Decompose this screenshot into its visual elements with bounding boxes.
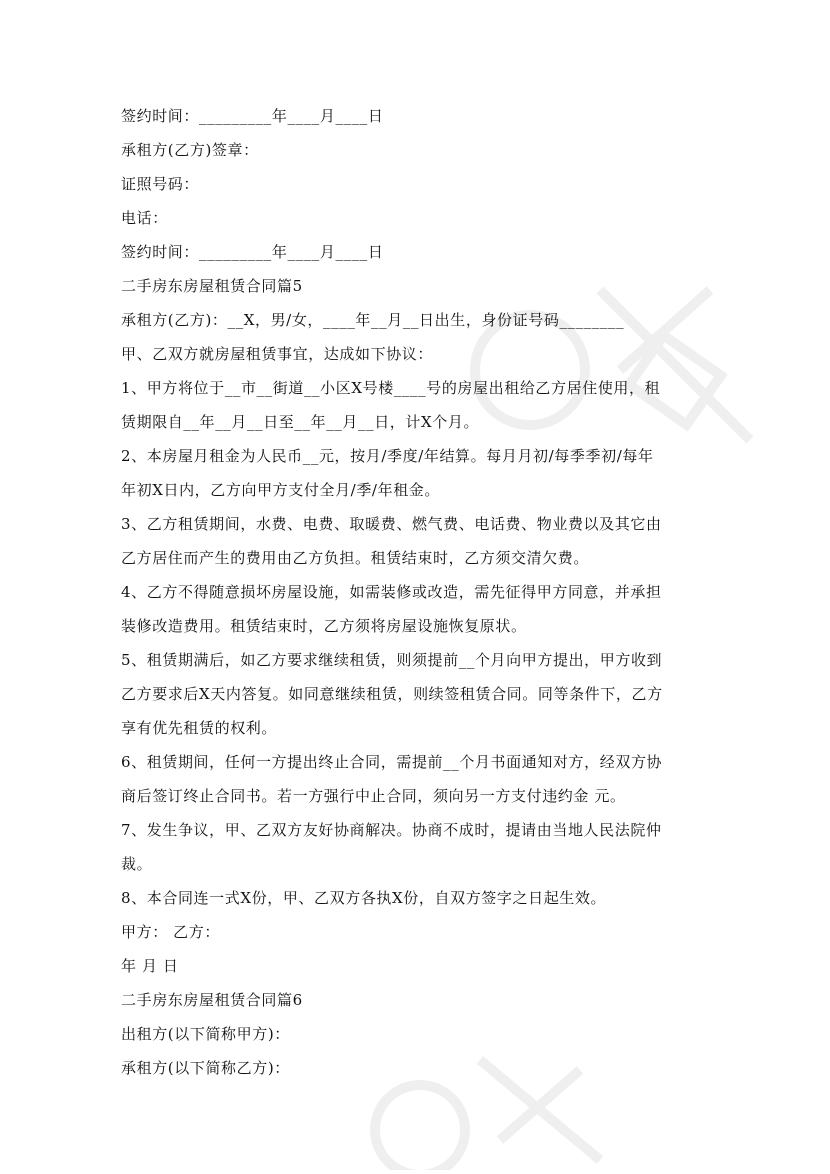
clause-line: 商后签订终止合同书。若一方强行中止合同，须向另一方支付违约金 元。 xyxy=(121,787,626,805)
text-line: 出租方(以下简称甲方)： xyxy=(121,1025,290,1043)
clause-1 xyxy=(121,376,711,434)
document-body xyxy=(121,104,711,1090)
clause-2 xyxy=(121,444,711,502)
clause-line: 7、发生争议，甲、乙双方友好协商解决。协商不成时，提请由当地人民法院仲 xyxy=(121,821,662,839)
clause-line: 裁。 xyxy=(121,855,153,873)
text-line: 甲、乙双方就房屋租赁事宜，达成如下协议： xyxy=(121,345,434,363)
text-line: 承租方(乙方)：__X，男/女，____年__月__日出生，身份证号码________ xyxy=(121,311,625,329)
clause-line: 年初X日内，乙方向甲方支付全月/季/年租金。 xyxy=(121,481,440,499)
text-line: 电话： xyxy=(121,209,168,227)
text-line: 证照号码： xyxy=(121,175,200,193)
clause-line: 5、租赁期满后，如乙方要求继续租赁，则须提前__个月向甲方提出，甲方收到 xyxy=(121,651,663,669)
clause-6 xyxy=(121,750,711,808)
text-line: 承租方(以下简称乙方)： xyxy=(121,1059,290,1077)
section-title: 二手房东房屋租赁合同篇5 xyxy=(121,277,303,295)
clause-7 xyxy=(121,818,711,876)
clause-line: 乙方要求后X天内答复。如同意继续租赁，则续签租赁合同。同等条件下，乙方 xyxy=(121,685,663,703)
clause-line: 2、本房屋月租金为人民币__元，按月/季度/年结算。每月月初/每季季初/每年 xyxy=(121,447,654,465)
clause-line: 6、租赁期间，任何一方提出终止合同，需提前__个月书面通知对方，经双方协 xyxy=(121,753,663,771)
signature-parties: 甲方： 乙方： xyxy=(121,923,220,941)
clause-4 xyxy=(121,580,711,638)
text-line: 签约时间：_________年____月____日 xyxy=(121,107,384,125)
clause-5 xyxy=(121,648,711,740)
clause-3 xyxy=(121,512,711,570)
text-line: 承租方(乙方)签章： xyxy=(121,141,259,159)
clause-line: 享有优先租赁的权利。 xyxy=(121,719,278,737)
clause-line: 装修改造费用。租赁结束时，乙方须将房屋设施恢复原状。 xyxy=(121,617,527,635)
signature-date: 年 月 日 xyxy=(121,957,179,975)
section-title: 二手房东房屋租赁合同篇6 xyxy=(121,991,303,1009)
clause-8: 8、本合同连一式X份，甲、乙双方各执X份，自双方签字之日起生效。 xyxy=(121,889,607,907)
text-line: 签约时间：_________年____月____日 xyxy=(121,243,384,261)
clause-line: 4、乙方不得随意损坏房屋设施，如需装修或改造，需先征得甲方同意，并承担 xyxy=(121,583,662,601)
clause-line: 1、甲方将位于__市__街道__小区X号楼____号的房屋出租给乙方居住使用，租 xyxy=(121,379,661,397)
clause-line: 赁期限自__年__月__日至__年__月__日，计X个月。 xyxy=(121,413,480,431)
clause-line: 3、乙方租赁期间，水费、电费、取暖费、燃气费、电话费、物业费以及其它由 xyxy=(121,515,662,533)
clause-line: 乙方居住而产生的费用由乙方负担。租赁结束时，乙方须交清欠费。 xyxy=(121,549,590,567)
